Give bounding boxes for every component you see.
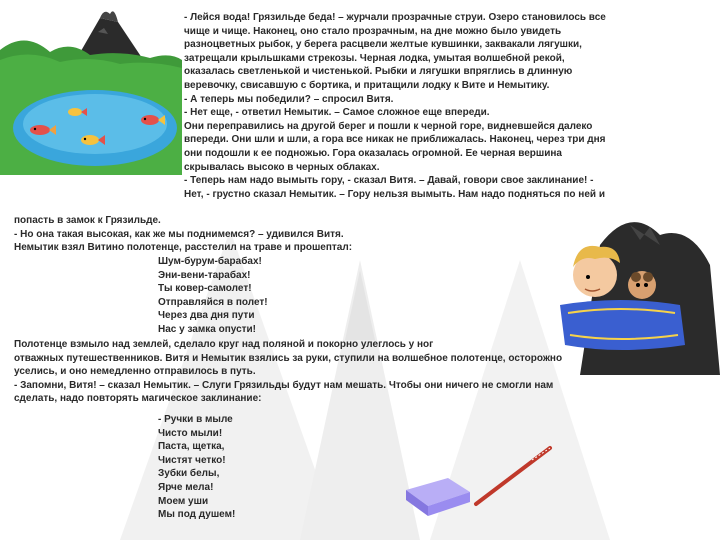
text-line: отважных путешественников. Витя и Немытик взялись за руки, ступили на волшебное полотенце, осторожно xyxy=(14,352,563,364)
text-line: - Теперь нам надо вымыть гору, - сказал Витя. – Давай, говори свое заклинание! - xyxy=(184,175,594,187)
spell-line: Эни-вени-тарабах! xyxy=(158,269,251,281)
text-line: впереди. Они шли и шли, а гора все никак не приближалась. Наконец, через три дня xyxy=(184,134,606,146)
text-line: - Лейся вода! Грязильде беда! – журчали прозрачные струи. Озеро становилось все xyxy=(184,12,606,23)
spell-line: Зубки белы, xyxy=(158,468,220,480)
text-line: оказалась светленькой и чистенькой. Рыбки и лягушки впряглись в длинную xyxy=(184,66,573,78)
spell-line: Нас у замка опусти! xyxy=(158,323,257,335)
text-line: - Но она такая высокая, как же мы поднимемся? – удивился Витя. xyxy=(14,228,344,240)
spell-line: Паста, щетка, xyxy=(158,441,225,453)
spell-line: Шум-бурум-барабах! xyxy=(158,256,262,267)
spell-line: Через два дня пути xyxy=(158,310,255,322)
spell-line: Отправляйся в полет! xyxy=(158,296,268,308)
text-line: - Запомни, Витя! – сказал Немытик. – Слуги Грязильды будут нам мешать. Чтобы они ничего не смогли нам xyxy=(14,379,554,391)
spell-line: Мы под душем! xyxy=(158,509,236,521)
text-line: уселись, и оно немедленно отправилось в путь. xyxy=(14,366,256,378)
spell-line: Моем уши xyxy=(158,495,209,507)
spell-line: Чисто мыли! xyxy=(158,427,223,439)
creature-character xyxy=(628,271,656,299)
text-line: Нет, - грустно сказал Немытик. – Гору нельзя вымыть. Нам надо подняться по ней и xyxy=(184,188,605,200)
spell-one xyxy=(158,255,268,337)
story-paragraph-top xyxy=(184,11,606,201)
text-line: Немытик взял Витино полотенце, расстелил на траве и прошептал: xyxy=(14,242,353,254)
text-line: они подошли к ее подножью. Гора оказалась огромной. Ее черная вершина xyxy=(184,147,562,159)
soap-icon xyxy=(406,478,470,516)
flying-towel-illustration xyxy=(540,205,720,375)
spell-line: - Ручки в мыле xyxy=(158,414,233,425)
dark-mountain xyxy=(580,222,720,375)
text-line: - Нет еще, - ответил Немытик. – Самое сложное еще впереди. xyxy=(184,107,490,119)
text-line: Они переправились на другой берег и пошли к черной горе, видневшейся далеко xyxy=(184,120,593,132)
magic-towel xyxy=(560,300,685,350)
text-line: скрывалась высоко в черных облаках. xyxy=(184,161,380,173)
text-line: чище и чище. Наконец, оно стало прозрачным, на дне можно было увидеть xyxy=(184,25,562,37)
spell-line: Ты ковер-самолет! xyxy=(158,283,252,295)
toothbrush-illustration xyxy=(470,440,560,510)
spell-line: Чистят четко! xyxy=(158,454,226,466)
text-line: затрещали крыльшками стрекозы. Черная лодка, умытая волшебной рекой, xyxy=(184,52,565,64)
spell-line: Ярче мела! xyxy=(158,481,214,493)
story-paragraph-bottom xyxy=(14,338,562,406)
text-line: Полотенце взмыло над землей, сделало круг над поляной и покорно улеглось у ног xyxy=(14,339,434,350)
soap-illustration xyxy=(398,470,478,520)
text-line: - А теперь мы победили? – спросил Витя. xyxy=(184,93,394,105)
story-paragraph-middle xyxy=(14,214,352,255)
text-line: сделать, надо повторять магическое заклинание: xyxy=(14,393,262,405)
spell-two xyxy=(158,413,235,522)
text-line: попасть в замок к Грязильде. xyxy=(14,215,161,226)
lake-illustration xyxy=(0,0,182,175)
text-line: разноцветных рыбок, у берега расцвели желтые кувшинки, заквакали лягушки, xyxy=(184,39,582,51)
toothbrush-icon xyxy=(476,448,550,504)
text-line: веревочку, свисавшую с бортика, и притащили лодку к Вите и Немытику. xyxy=(184,79,550,91)
